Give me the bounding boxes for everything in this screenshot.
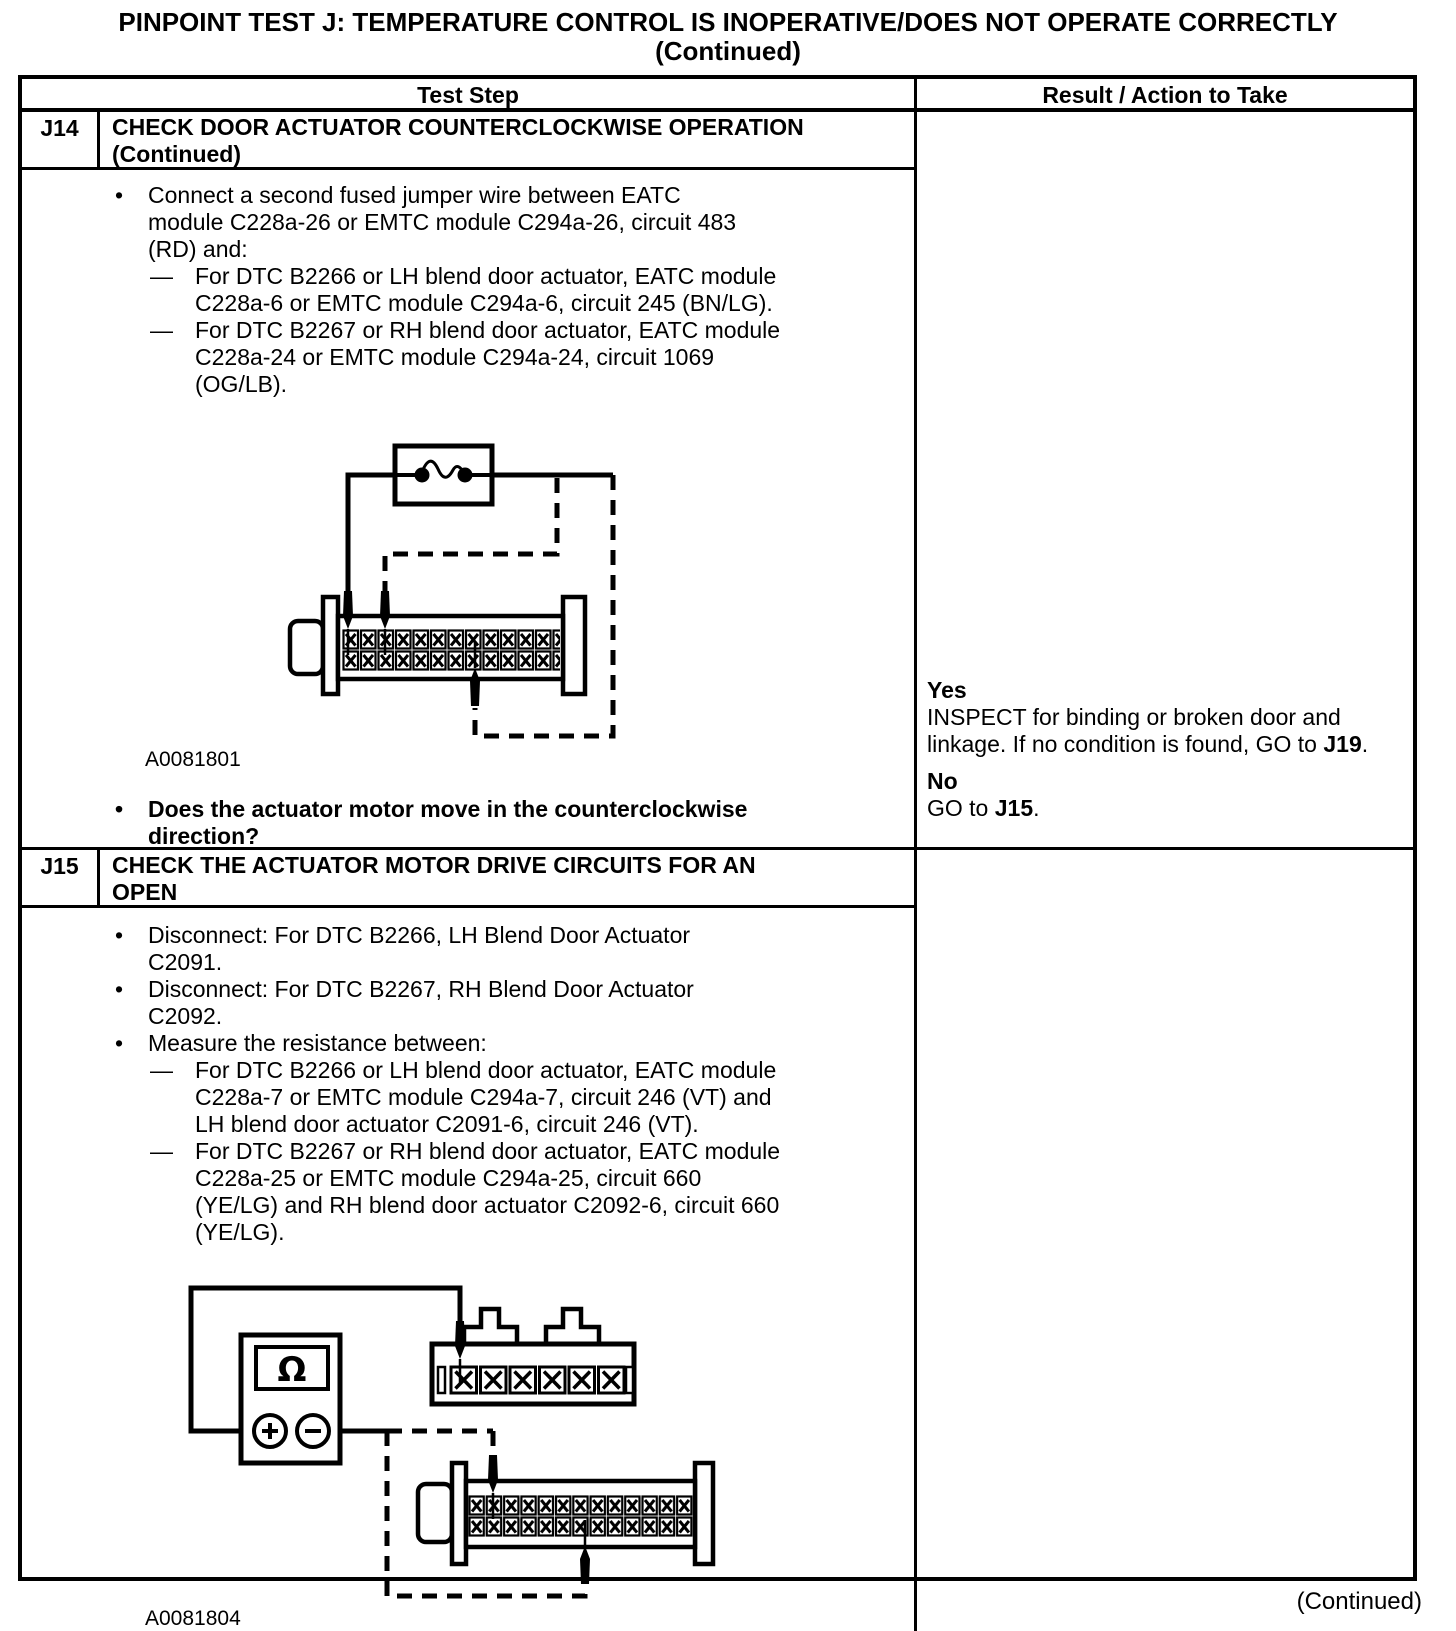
step-id-j14: J14 bbox=[22, 112, 100, 168]
step-title-j15-line1: CHECK THE ACTUATOR MOTOR DRIVE CIRCUITS FOR AN bbox=[112, 852, 756, 878]
instruction-text: For DTC B2266 or LH blend door actuator, EATC module C228a-7 or EMTC module C294a-7, circuit 246 (VT) and LH blend door actuator C2091-6, circuit 246 (VT). bbox=[195, 1057, 777, 1137]
module-connector-icon bbox=[418, 1463, 713, 1564]
page-title-line2: (Continued) bbox=[655, 36, 801, 66]
result-group-no bbox=[927, 768, 1403, 822]
test-step-cell-j14 bbox=[22, 112, 917, 850]
step-title-j15 bbox=[100, 850, 914, 906]
instruction-sub-item bbox=[22, 317, 914, 398]
page-title bbox=[0, 8, 1456, 66]
result-step-ref: J15 bbox=[994, 795, 1034, 821]
step-title-bar-j14 bbox=[22, 112, 914, 170]
instruction-bullet bbox=[22, 182, 914, 263]
ohmmeter-icon bbox=[241, 1335, 340, 1463]
result-action-yes bbox=[927, 704, 1372, 758]
dash-icon: — bbox=[150, 1138, 173, 1164]
ohmmeter-wiring-diagram bbox=[155, 1281, 715, 1603]
dash-icon: — bbox=[150, 263, 173, 289]
connector-pins bbox=[449, 1365, 626, 1395]
result-action-text: INSPECT for binding or broken door and linkage. If no condition is found, GO to bbox=[927, 704, 1341, 757]
bullet-icon: • bbox=[115, 976, 124, 1002]
figure-a0081804 bbox=[22, 1281, 914, 1603]
instruction-text: Disconnect: For DTC B2266, LH Blend Door Actuator C2091. bbox=[148, 922, 691, 975]
result-cell-j15 bbox=[917, 850, 1413, 1631]
table-header-row bbox=[22, 79, 1413, 112]
test-step-cell-j15 bbox=[22, 850, 917, 1631]
page-title-line1: PINPOINT TEST J: TEMPERATURE CONTROL IS INOPERATIVE/DOES NOT OPERATE CORRECTLY bbox=[118, 7, 1338, 37]
footer-continued: (Continued) bbox=[1296, 1588, 1422, 1615]
instruction-text: Measure the resistance between: bbox=[148, 1030, 487, 1056]
figure-a0081801 bbox=[22, 424, 914, 744]
instruction-bullet bbox=[22, 922, 914, 976]
fuse-icon bbox=[395, 446, 492, 504]
step-title-j15-line2: OPEN bbox=[112, 879, 178, 905]
bullet-icon: • bbox=[115, 922, 124, 948]
instruction-text: Connect a second fused jumper wire between EATC module C228a-26 or EMTC module C294a-26, circuit 483 (RD) and: bbox=[148, 182, 737, 262]
module-connector-icon bbox=[290, 597, 585, 694]
instruction-text: For DTC B2267 or RH blend door actuator, EATC module C228a-25 or EMTC module C294a-25, circuit 660 (YE/LG) and RH blend door actuator C2092-6, circuit 660 (YE/LG). bbox=[195, 1138, 781, 1245]
step-title-j14-line2: (Continued) bbox=[112, 141, 242, 167]
step-body-j14 bbox=[22, 170, 914, 850]
plus-terminal-icon bbox=[254, 1415, 286, 1447]
result-group-yes bbox=[927, 677, 1403, 758]
minus-terminal-icon bbox=[297, 1415, 329, 1447]
result-action-no bbox=[927, 795, 1372, 822]
result-cell-j14 bbox=[917, 112, 1413, 850]
fused-jumper-wiring-diagram bbox=[270, 424, 630, 744]
instruction-bullet bbox=[22, 976, 914, 1030]
question-text: Does the actuator motor move in the counterclockwise direction? bbox=[148, 796, 748, 849]
connector-pins bbox=[342, 629, 560, 671]
header-cell-result: Result / Action to Take bbox=[1042, 82, 1288, 108]
result-step-ref: J19 bbox=[1323, 731, 1362, 757]
step-title-bar-j15 bbox=[22, 850, 914, 908]
dash-icon: — bbox=[150, 317, 173, 343]
instruction-text: For DTC B2266 or LH blend door actuator, EATC module C228a-6 or EMTC module C294a-6, circuit 245 (BN/LG). bbox=[195, 263, 777, 316]
result-answer-yes: Yes bbox=[927, 677, 967, 703]
step-body-j15 bbox=[22, 908, 914, 1631]
instruction-sub-item bbox=[22, 1057, 914, 1138]
step-row-j14 bbox=[22, 112, 1413, 850]
question-bullet bbox=[22, 796, 914, 850]
bullet-icon: • bbox=[115, 1030, 124, 1056]
result-action-suffix: . bbox=[1361, 731, 1369, 757]
dash-icon: — bbox=[150, 1057, 173, 1083]
figure-caption: A0081801 bbox=[145, 748, 241, 771]
connector-pins bbox=[468, 1495, 693, 1537]
step-title-j14-line1: CHECK DOOR ACTUATOR COUNTERCLOCKWISE OPERATION bbox=[112, 114, 804, 140]
instruction-text: Disconnect: For DTC B2267, RH Blend Door Actuator C2092. bbox=[148, 976, 694, 1029]
header-cell-test-step: Test Step bbox=[22, 79, 917, 109]
step-id-j15: J15 bbox=[22, 850, 100, 906]
bullet-icon: • bbox=[115, 182, 124, 208]
pinpoint-test-table bbox=[18, 75, 1417, 1630]
instruction-bullet bbox=[22, 1030, 914, 1057]
result-action-suffix: . bbox=[1033, 795, 1040, 821]
bullet-icon: • bbox=[115, 796, 124, 822]
result-action-text: GO to bbox=[927, 795, 995, 821]
instruction-text: For DTC B2267 or RH blend door actuator, EATC module C228a-24 or EMTC module C294a-24, circuit 1069 (OG/LB). bbox=[195, 317, 781, 397]
result-answer-no: No bbox=[927, 768, 958, 794]
figure-caption: A0081804 bbox=[145, 1607, 241, 1630]
ohm-symbol: Ω bbox=[277, 1350, 307, 1390]
instruction-sub-item bbox=[22, 263, 914, 317]
step-title-j14 bbox=[100, 112, 914, 168]
instruction-sub-item bbox=[22, 1138, 914, 1246]
